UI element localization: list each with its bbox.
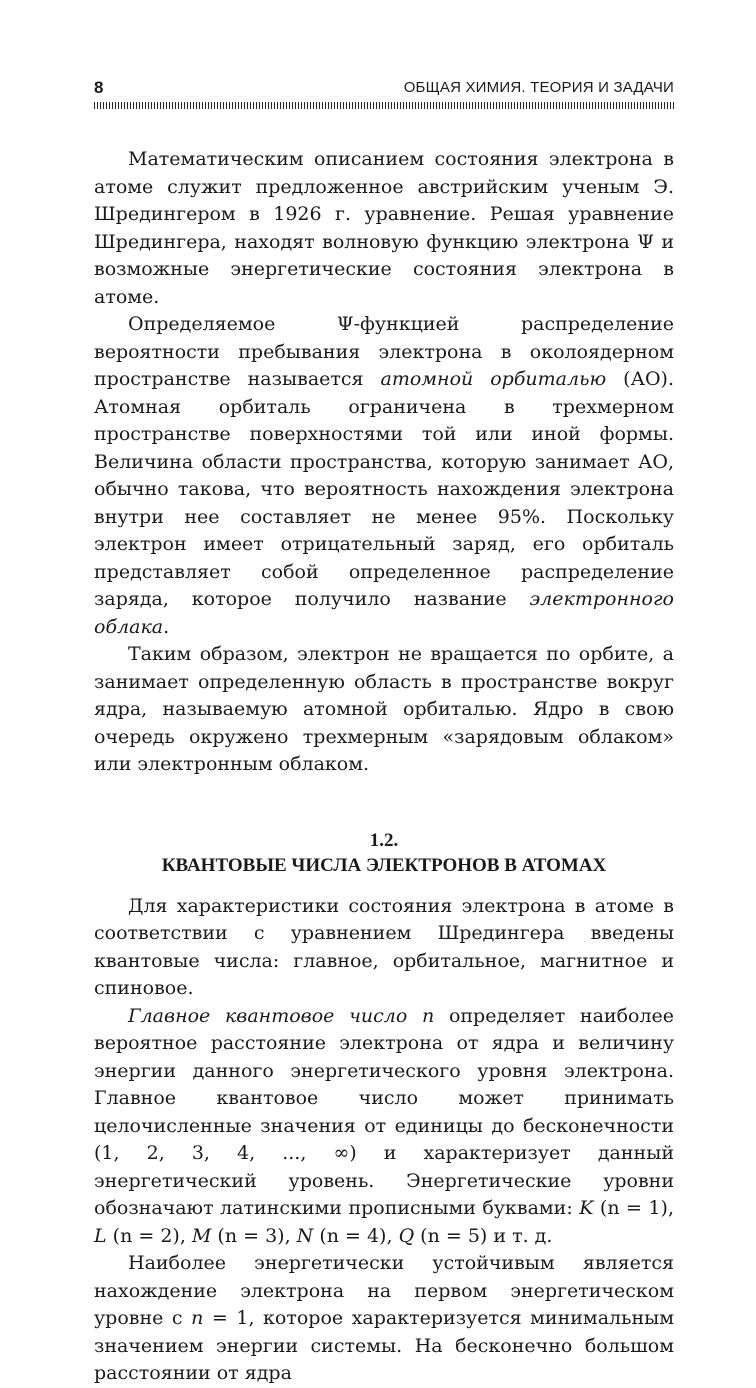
term-principal-quantum-number: Главное квантовое число n xyxy=(128,1004,435,1027)
paragraph-6: Наиболее энергетически устойчивым является нахождение электрона на первом энергетическом уровне с n = 1, которое характеризуется минимальным значением энергии системы. На бесконечно большом расстоянии от ядра xyxy=(94,1252,675,1384)
page-number: 8 xyxy=(94,78,104,97)
section-number: 1.2. xyxy=(369,829,399,851)
paragraph-5: Главное квантовое число n определяет наиболее вероятное расстояние электрона от ядра и величину энергии данного энергетического уровня электрона. Главное квантовое число может принимать целочисленные значения от единицы до бесконечности (1, 2, 3, 4, ..., ∞) и характеризует данный энергетический уровень. Энергетические уровни обозначают латинскими прописными буквами: K (n = 1), L (n = 2), M (n = 3), N (n = 4), Q (n = 5) и т. д. xyxy=(94,1004,675,1247)
paragraph-1: Математическим описанием состояния электрона в атоме служит предложенное австрийским ученым Э. Шредингером в 1926 г. уравнение. Решая уравнение Шредингера, находят волновую функцию электрона Ψ и возможные энергетические состояния электрона в атоме. xyxy=(94,148,674,308)
term-electron-cloud: электронного облака xyxy=(94,588,674,638)
page-header xyxy=(94,78,674,100)
running-title: ОБЩАЯ ХИМИЯ. ТЕОРИЯ И ЗАДАЧИ xyxy=(403,79,674,96)
paragraph-4: Для характеристики состояния электрона в атоме в соответствии с уравнением Шредингера введены квантовые числа: главное, орбитальное, магнитное и спиновое. xyxy=(94,894,674,999)
header-rule xyxy=(94,102,674,109)
paragraph-2: Определяемое Ψ-функцией распределение вероятности пребывания электрона в околоядерном пространстве называется атомной орбиталью (АО). Атомная орбиталь ограничена в трехмерном пространстве поверхностями той или иной формы. Величина области пространства, которую занимает АО, обычно такова, что вероятность нахождения электрона внутри нее составляет не менее 95%. Поскольку электрон имеет отрицательный заряд, его орбиталь представляет собой определенное распределение заряда, которое получило название электронного облака. xyxy=(94,313,674,638)
page-body xyxy=(94,146,674,1388)
paragraph-3: Таким образом, электрон не вращается по орбите, а занимает определенную область в пространстве вокруг ядра, называемую атомной орбиталью. Ядро в свою очередь окружено трехмерным «зарядовым облаком» или электронным облаком. xyxy=(94,643,674,775)
section-title: КВАНТОВЫЕ ЧИСЛА ЭЛЕКТРОНОВ В АТОМАХ xyxy=(161,854,607,876)
term-atomic-orbital: атомной орбиталью xyxy=(380,368,607,390)
